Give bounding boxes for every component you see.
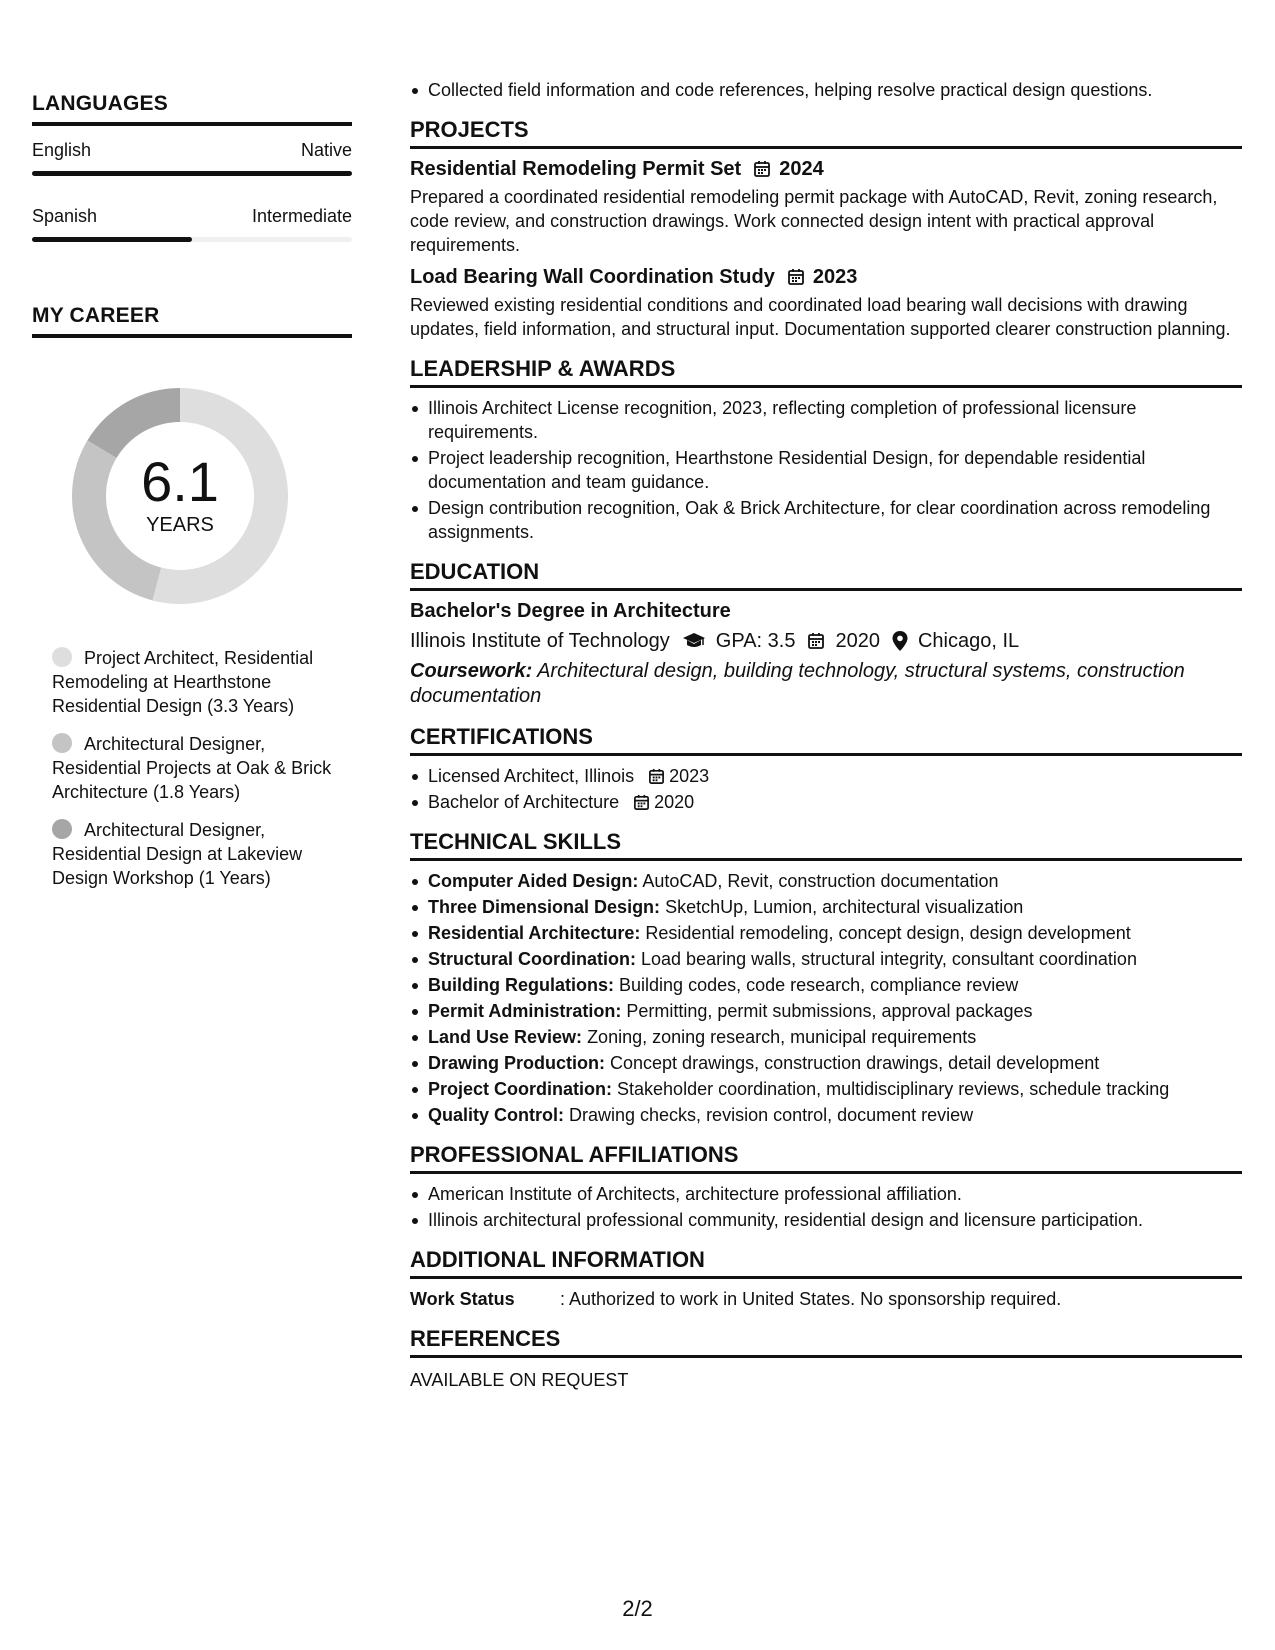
skill-value: Building codes, code research, compliance review xyxy=(619,975,1019,995)
skill-value: Residential remodeling, concept design, design development xyxy=(645,923,1131,943)
skill-value: Stakeholder coordination, multidisciplinary reviews, schedule tracking xyxy=(617,1079,1170,1099)
work-status-value: : Authorized to work in United States. No sponsorship required. xyxy=(560,1289,1062,1309)
career-legend-label: Project Architect, Residential Remodeling at Hearthstone Residential Design (3.3 Years) xyxy=(52,648,314,716)
certifications-heading: CERTIFICATIONS xyxy=(410,725,1242,756)
leadership-list xyxy=(410,396,1242,544)
list-item: Design contribution recognition, Oak & Brick Architecture, for clear coordination across remodeling assignments. xyxy=(410,496,1242,544)
skill-item xyxy=(410,947,1242,971)
projects-heading: PROJECTS xyxy=(410,118,1242,149)
career-legend xyxy=(52,646,342,890)
list-item: Collected field information and code references, helping resolve practical design questions. xyxy=(410,78,1242,102)
project-description: Prepared a coordinated residential remodeling permit package with AutoCAD, Revit, zoning research, code review, and construction drawings. Work connected design intent with practical approval requirements. xyxy=(410,187,1218,255)
leadership-heading: LEADERSHIP & AWARDS xyxy=(410,357,1242,388)
references-heading: REFERENCES xyxy=(410,1327,1242,1358)
project-item xyxy=(410,157,1242,257)
skill-label: Land Use Review: xyxy=(428,1027,583,1047)
affiliations-list xyxy=(410,1182,1242,1232)
skill-label: Building Regulations: xyxy=(428,975,614,995)
skill-item xyxy=(410,895,1242,919)
graduation-cap-icon xyxy=(682,632,706,650)
sidebar xyxy=(32,92,352,904)
career-section xyxy=(32,304,352,890)
career-donut-slice xyxy=(87,388,180,458)
page-number: 2/2 xyxy=(622,1596,653,1621)
list-item: Project leadership recognition, Hearthstone Residential Design, for dependable residential documentation and team guidance. xyxy=(410,446,1242,494)
skill-value: SketchUp, Lumion, architectural visualization xyxy=(665,897,1024,917)
language-item xyxy=(32,140,352,176)
legend-dot-icon xyxy=(52,647,72,667)
career-total-value: 6.1 xyxy=(141,450,219,513)
education-gpa: GPA: 3.5 xyxy=(715,630,796,652)
skill-label: Residential Architecture: xyxy=(428,923,641,943)
certification-year: 2023 xyxy=(669,766,710,786)
career-legend-label: Architectural Designer, Residential Projects at Oak & Brick Architecture (1.8 Years) xyxy=(52,734,332,802)
certification-name: Licensed Architect, Illinois xyxy=(428,766,635,786)
affiliations-heading: PROFESSIONAL AFFILIATIONS xyxy=(410,1143,1242,1174)
language-proficiency-fill xyxy=(32,237,192,242)
skill-value: Load bearing walls, structural integrity, consultant coordination xyxy=(641,949,1137,969)
education-location: Chicago, IL xyxy=(917,630,1020,652)
legend-dot-icon xyxy=(52,733,72,753)
language-proficiency-bar xyxy=(32,237,352,242)
skill-item xyxy=(410,1077,1242,1101)
calendar-icon xyxy=(753,160,771,178)
education-degree: Bachelor's Degree in Architecture xyxy=(410,600,731,622)
career-heading: MY CAREER xyxy=(32,304,352,338)
certification-name: Bachelor of Architecture xyxy=(428,792,620,812)
skill-value: Zoning, zoning research, municipal requirements xyxy=(587,1027,977,1047)
project-title: Residential Remodeling Permit Set xyxy=(410,158,742,180)
skill-item xyxy=(410,1025,1242,1049)
skill-item xyxy=(410,869,1242,893)
experience-tail-list xyxy=(410,78,1242,102)
list-item: Illinois Architect License recognition, 2023, reflecting completion of professional licensure requirements. xyxy=(410,396,1242,444)
coursework-label: Coursework: xyxy=(410,660,533,682)
education-meta xyxy=(410,629,1242,653)
coursework-text: Architectural design, building technology, structural systems, construction documentation xyxy=(410,660,1185,707)
location-pin-icon xyxy=(892,631,908,651)
language-name: English xyxy=(32,140,92,160)
career-legend-item xyxy=(52,646,342,718)
education-heading: EDUCATION xyxy=(410,560,1242,591)
career-legend-item xyxy=(52,818,342,890)
list-item: American Institute of Architects, architecture professional affiliation. xyxy=(410,1182,1242,1206)
skill-label: Drawing Production: xyxy=(428,1053,605,1073)
list-item xyxy=(410,764,1242,788)
calendar-icon xyxy=(633,794,650,811)
skill-value: AutoCAD, Revit, construction documentation xyxy=(642,871,999,891)
list-item: Illinois architectural professional community, residential design and licensure participation. xyxy=(410,1208,1242,1232)
career-total-unit: YEARS xyxy=(146,514,214,536)
project-description: Reviewed existing residential conditions and coordinated load bearing wall decisions with drawing updates, field information, and structural input. Documentation supported clearer construction planning. xyxy=(410,295,1231,339)
language-level: Native xyxy=(300,140,352,160)
skill-label: Three Dimensional Design: xyxy=(428,897,661,917)
project-item xyxy=(410,265,1242,341)
skill-value: Concept drawings, construction drawings, detail development xyxy=(610,1053,1100,1073)
skill-label: Project Coordination: xyxy=(428,1079,612,1099)
work-status-row xyxy=(410,1287,1242,1311)
skill-label: Computer Aided Design: xyxy=(428,871,639,891)
skills-list xyxy=(410,869,1242,1127)
language-name: Spanish xyxy=(32,206,98,226)
legend-dot-icon xyxy=(52,819,72,839)
education-school: Illinois Institute of Technology xyxy=(410,630,670,652)
career-donut-chart xyxy=(66,382,294,610)
skill-label: Quality Control: xyxy=(428,1105,564,1125)
main-content xyxy=(410,78,1242,1392)
skill-value: Permitting, permit submissions, approval packages xyxy=(626,1001,1033,1021)
languages-list xyxy=(32,140,352,242)
skill-item xyxy=(410,973,1242,997)
education-coursework xyxy=(410,659,1242,709)
calendar-icon xyxy=(787,268,805,286)
languages-heading: LANGUAGES xyxy=(32,92,352,126)
skill-value: Drawing checks, revision control, document review xyxy=(569,1105,974,1125)
work-status-label: Work Status xyxy=(410,1289,515,1309)
career-legend-label: Architectural Designer, Residential Design at Lakeview Design Workshop (1 Years) xyxy=(52,820,303,888)
skills-heading: TECHNICAL SKILLS xyxy=(410,830,1242,861)
language-proficiency-fill xyxy=(32,171,352,176)
certifications-list xyxy=(410,764,1242,814)
skill-label: Permit Administration: xyxy=(428,1001,622,1021)
skill-label: Structural Coordination: xyxy=(428,949,636,969)
project-year: 2024 xyxy=(779,158,824,180)
project-title: Load Bearing Wall Coordination Study xyxy=(410,266,775,288)
certification-year: 2020 xyxy=(654,792,695,812)
language-level: Intermediate xyxy=(251,206,352,226)
skill-item xyxy=(410,1051,1242,1075)
skill-item xyxy=(410,921,1242,945)
education-year: 2020 xyxy=(835,630,880,652)
skill-item xyxy=(410,999,1242,1023)
additional-info-heading: ADDITIONAL INFORMATION xyxy=(410,1248,1242,1279)
language-proficiency-bar xyxy=(32,171,352,176)
language-item xyxy=(32,206,352,242)
calendar-icon xyxy=(648,768,665,785)
skill-item xyxy=(410,1103,1242,1127)
references-text: AVAILABLE ON REQUEST xyxy=(410,1370,629,1390)
career-legend-item xyxy=(52,732,342,804)
calendar-icon xyxy=(807,632,825,650)
list-item xyxy=(410,790,1242,814)
project-year: 2023 xyxy=(812,266,858,288)
